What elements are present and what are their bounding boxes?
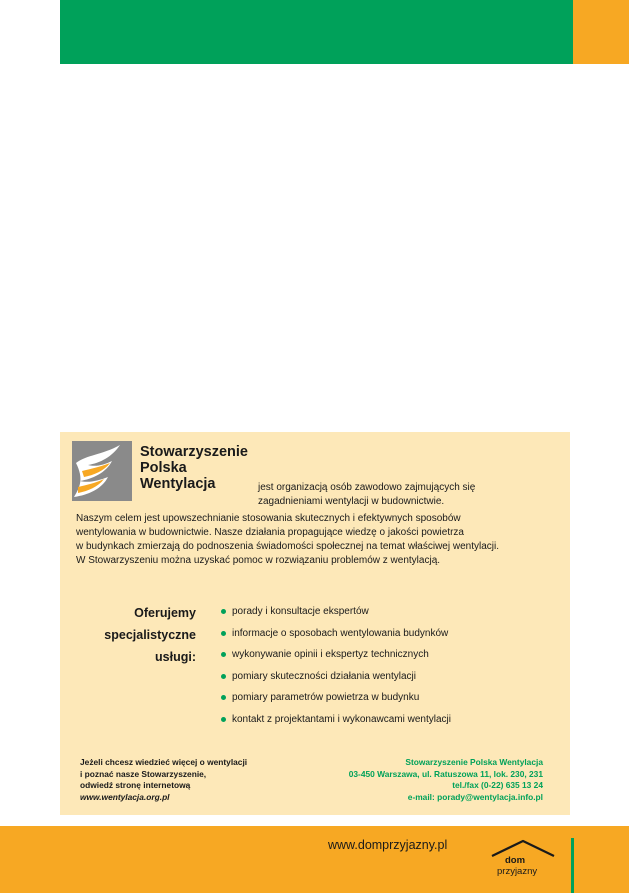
footer-left	[80, 757, 247, 803]
website-link[interactable]: www.wentylacja.org.pl	[80, 791, 170, 802]
list-item: pomiary parametrów powietrza w budynku	[221, 687, 451, 709]
footer-left-line2: i poznać nasze Stowarzyszenie,	[80, 768, 207, 779]
description-line: Naszym celem jest upowszechnianie stosowania skutecznych i efektywnych sposobów	[76, 513, 461, 524]
wentylacja-logo-icon	[72, 441, 132, 501]
contact-name: Stowarzyszenie Polska Wentylacja	[405, 757, 543, 767]
intro-line1: jest organizacją osób zawodowo zajmujących się	[258, 482, 476, 493]
list-item: pomiary skuteczności działania wentylacji	[221, 666, 451, 688]
bullet-icon	[221, 609, 226, 614]
org-name-line3: Wentylacja	[140, 476, 216, 492]
contact-address: 03-450 Warszawa, ul. Ratuszowa 11, lok. 230, 231	[348, 768, 543, 779]
footer-left-line3: odwiedź stronę internetową	[80, 780, 191, 790]
bullet-icon	[221, 717, 226, 722]
offer-heading-line3: usługi:	[155, 650, 196, 664]
description-line: wentylowania w budownictwie. Nasze działania propagujące wiedzę o jakości powietrza	[76, 527, 464, 538]
bullet-icon	[221, 631, 226, 636]
contact-email[interactable]: e-mail: porady@wentylacja.info.pl	[407, 791, 543, 802]
logo-word-przyjazny: przyjazny	[497, 866, 538, 877]
offer-heading-line2: specjalistyczne	[104, 628, 196, 642]
green-divider	[571, 838, 574, 893]
description-line: w budynkach zmierzają do podnoszenia świadomości społecznej na temat właściwej wentylacji.	[76, 541, 499, 552]
services-list	[221, 601, 451, 730]
top-orange-block	[573, 0, 629, 64]
org-name-line2: Polska	[140, 460, 187, 476]
org-name-line1: Stowarzyszenie	[140, 444, 248, 460]
list-item: wykonywanie opinii i ekspertyz technicznych	[221, 644, 451, 666]
description	[76, 512, 499, 568]
contact-block	[349, 757, 543, 803]
bullet-icon	[221, 695, 226, 700]
list-item: porady i konsultacje ekspertów	[221, 601, 451, 623]
site-url-link[interactable]: www.domprzyjazny.pl	[328, 838, 448, 852]
logo-word-dom: dom	[505, 855, 526, 866]
offer-heading	[90, 602, 196, 668]
bullet-icon	[221, 674, 226, 679]
description-line: W Stowarzyszeniu można uzyskać pomoc w rozwiązaniu problemów z wentylacją.	[76, 555, 441, 566]
contact-phone: tel./fax (0-22) 635 13 24	[452, 780, 543, 790]
org-name	[140, 444, 248, 492]
intro-line2: zagadnieniami wentylacji w budownictwie.	[258, 496, 445, 507]
top-green-band	[60, 0, 573, 64]
list-item: kontakt z projektantami i wykonawcami wentylacji	[221, 709, 451, 731]
bullet-icon	[221, 652, 226, 657]
footer-left-line1: Jeżeli chcesz wiedzieć więcej o wentylacji	[80, 757, 248, 767]
intro-text	[258, 481, 475, 509]
list-item: informacje o sposobach wentylowania budynków	[221, 623, 451, 645]
offer-heading-line1: Oferujemy	[134, 606, 196, 620]
